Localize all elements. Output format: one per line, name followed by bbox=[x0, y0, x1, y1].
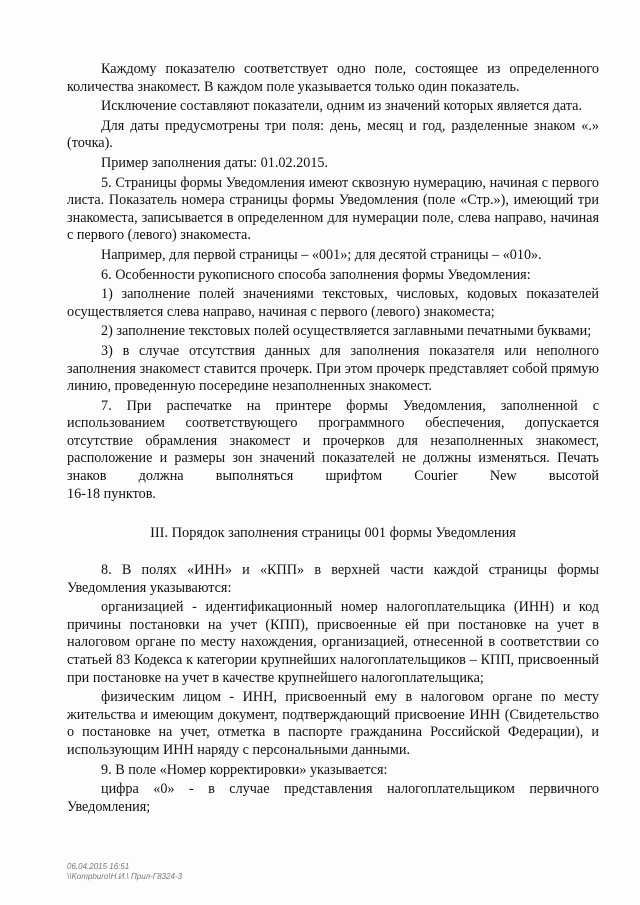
paragraph: цифра «0» - в случае представления налогоплательщиком первичного Уведомления; bbox=[67, 781, 599, 815]
paragraph-continuation: 16-18 пунктов. bbox=[67, 485, 156, 502]
paragraph: 5. Страницы формы Уведомления имеют сквозную нумерацию, начиная с первого листа. Показатель номера страницы формы Уведомления (поле «Стр.»), имеющий три знакоместа, записывается в определенном для нумерации поле, слева направо, начиная с первого (левого) знакоместа. bbox=[67, 174, 599, 244]
paragraph: 9. В поле «Номер корректировки» указывается: bbox=[101, 761, 388, 778]
paragraph: Пример заполнения даты: 01.02.2015. bbox=[101, 154, 329, 171]
paragraph: Исключение составляют показатели, одним из значений которых является дата. bbox=[101, 98, 583, 115]
paragraph: Например, для первой страницы – «001»; для десятой страницы – «010». bbox=[101, 246, 542, 263]
paragraph: Каждому показателю соответствует одно поле, состоящее из определенного количества знакомест. В каждом поле указывается только один показатель. bbox=[67, 61, 599, 95]
footer-timestamp: 06.04.2015 16:51 bbox=[67, 862, 130, 871]
footer-stamp bbox=[67, 862, 367, 881]
text-body-section-3 bbox=[67, 562, 599, 816]
paragraph: Для даты предусмотрены три поля: день, месяц и год, разделенные знаком «.» (точка). bbox=[67, 117, 599, 152]
paragraph: организацией - идентификационный номер налогоплательщика (ИНН) и код причины постановки на учет (КПП), присвоенные ей при постановке на учет в налоговом органе по месту нахождения, организацией, отнесенной в соответствии со статьей 83 Кодекса к категории крупнейших налогоплательщиков – КПП, присвоенный при постановке на учет в качестве крупнейшего налогоплательщика; bbox=[67, 599, 599, 686]
paragraph: 1) заполнение полей значениями текстовых, числовых, кодовых показателей осуществляется слева направо, начиная с первого (левого) знакоместа; bbox=[67, 286, 599, 320]
paragraph: физическим лицом - ИНН, присвоенный ему в налоговом органе по месту жительства и имеющим документ, подтверждающий присвоение ИНН (Свидетельство о постановке на учет, отметка в паспорте гражданина Российской Федерации), и использующим ИНН наряду с персональными данными. bbox=[67, 689, 599, 758]
footer-file-path: \\Kompburo\Н.И.\ Прил-Г8324-3 bbox=[67, 871, 183, 881]
paragraph: 2) заполнение текстовых полей осуществляется заглавными печатными буквами; bbox=[101, 323, 592, 340]
paragraph: 8. В полях «ИНН» и «КПП» в верхней части каждой страницы формы Уведомления указываются: bbox=[67, 562, 599, 596]
text-body-section-2 bbox=[67, 61, 599, 503]
paragraph: 3) в случае отсутствия данных для заполнения показателя или неполного заполнения знакомест ставится прочерк. При этом прочерк представляет собой прямую линию, проведенную посередине незаполненных знакомест. bbox=[67, 342, 599, 395]
paragraph: 6. Особенности рукописного способа заполнения формы Уведомления: bbox=[101, 266, 531, 283]
paragraph: 7. При распечатке на принтере формы Уведомления, заполненной с использованием соответствующего программного обеспечения, допускается отсутствие обрамления знакомест и прочерков для незаполненных знакомест, расположение и размеры зон значений показателей не должны изменяться. Печать знаков должна выполняться шрифтом Courier New высотой bbox=[67, 397, 599, 485]
section-heading: III. Порядок заполнения страницы 001 формы Уведомления bbox=[150, 525, 516, 541]
